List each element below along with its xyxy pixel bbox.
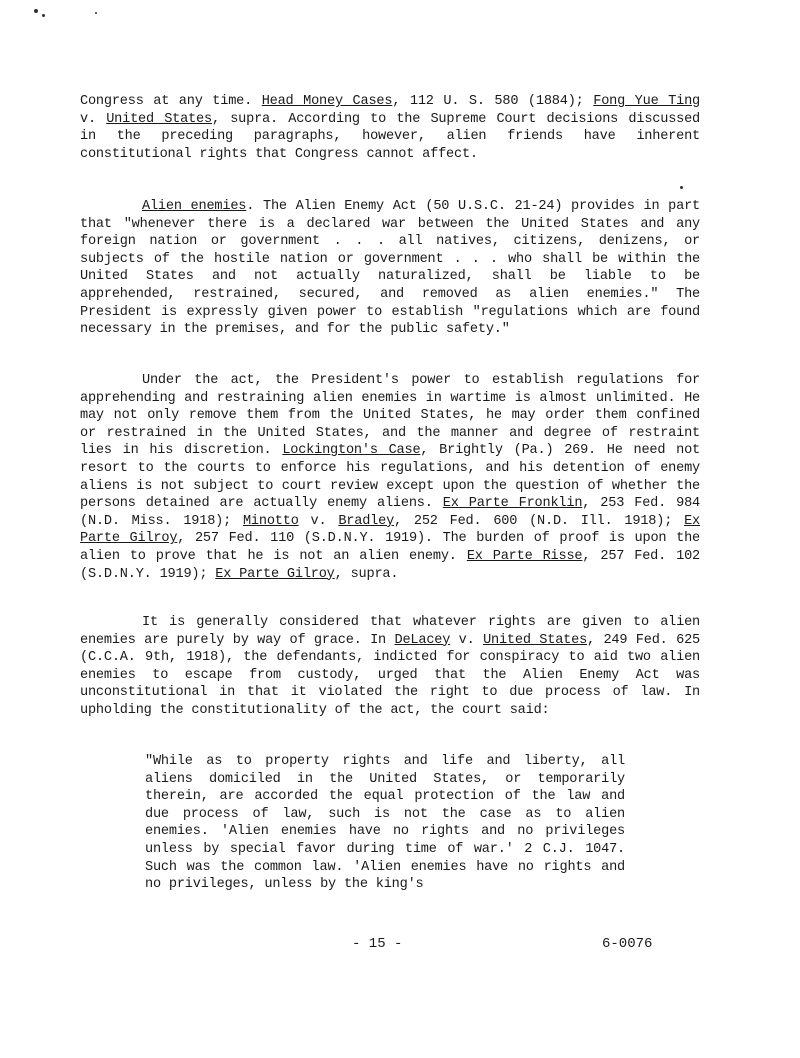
court-quotation: "While as to property rights and life and liberty, all aliens domiciled in the United States, or temporarily therein, are accorded the equal protection of the law and due process of law, such is not the case as to alien enemies. 'Alien enemies have no rights and no privileges unless by special favor during time of war.' 2 C.J. 1047. Such was the common law. 'Alien enemies have no rights and no privileges, unless by the king's xyxy=(145,754,625,893)
case-citation: Fong Yue Ting xyxy=(593,94,700,109)
text-segment: v. xyxy=(450,632,484,648)
scan-speck xyxy=(95,12,97,14)
text-segment: , supra. xyxy=(334,566,399,582)
paragraph-rights-by-grace xyxy=(80,614,700,720)
text-segment: Congress at any time. xyxy=(80,94,262,109)
paragraph-alien-enemies xyxy=(80,198,700,339)
page-number: - 15 - xyxy=(352,936,403,952)
text-segment: , Brightly (Pa.) 269. He need not resort to the courts to enforce his regulations, and his detention of enemy aliens is not subject to court review except upon the question of whether the persons detained are actually enemy aliens. xyxy=(80,443,700,512)
case-citation: Lockington's Case xyxy=(282,443,421,459)
text-segment: , 257 Fed. 110 (S.D.N.Y. 1919). The burden of proof is upon the alien to prove that he is not an alien enemy. xyxy=(80,531,700,564)
text-segment: It is generally considered that whatever rights are given to alien enemies are purely by way of grace. In xyxy=(80,615,700,648)
case-citation: Ex Parte Gilroy xyxy=(215,566,335,582)
case-citation: Minotto xyxy=(242,513,299,529)
text-segment: , supra. According to the Supreme Court decisions discussed in the preceding paragraphs, however, alien friends have inherent constitutional rights that Congress cannot affect. xyxy=(80,111,701,162)
text-segment: , 249 Fed. 625 (C.C.A. 9th, 1918), the defendants, indicted for conspiracy to aid two alien enemies to escape from custody, urged that the Alien Enemy Act was unconstitutional in that it violated the right to due process of law. In upholding the constitutionality of the act, the court said: xyxy=(80,632,700,718)
case-citation: Bradley xyxy=(338,513,395,529)
text-segment: , 112 U. S. 580 (1884); xyxy=(392,94,594,109)
text-segment: v. xyxy=(80,111,107,127)
case-citation: DeLacey xyxy=(394,632,451,648)
text-segment: , 257 Fed. 102 (S.D.N.Y. 1919); xyxy=(80,548,701,582)
case-citation: United States xyxy=(106,111,212,127)
case-citation: Ex Parte Fronklin xyxy=(442,496,583,512)
case-citation: Head Money Cases xyxy=(261,94,393,109)
text-segment: Under the act, the President's power to establish regulations for apprehending and restraining alien enemies in wartime is almost unlimited. He may not only remove them from the United States, he may order them confined or restrained in the United States, and the manner and degree of restraint lies in his discretion. xyxy=(80,373,700,459)
document-code: 6-0076 xyxy=(602,936,653,952)
case-citation: Ex Parte Risse xyxy=(466,548,583,564)
case-citation: United States xyxy=(483,632,588,648)
paragraph-presidents-power xyxy=(80,372,700,583)
scan-speck xyxy=(42,14,45,17)
paragraph-continuation xyxy=(80,93,700,163)
case-citation: Ex Parte Gilroy xyxy=(80,513,700,547)
scan-speck xyxy=(34,9,38,13)
text-segment: , 253 Fed. 984 (N.D. Miss. 1918); xyxy=(80,496,701,529)
text-segment: v. xyxy=(298,513,339,529)
text-segment: , 252 Fed. 600 (N.D. Ill. 1918); xyxy=(394,513,685,529)
case-citation: Alien enemies xyxy=(142,199,247,214)
text-segment: . The Alien Enemy Act (50 U.S.C. 21-24) provides in part that "whenever there is a declared war between the United States and any foreign nation or government . . . all natives, citizens, denizens, or subjects of the hostile nation or government . . . who shall be within the United States and not actually naturalized, shall be liable to be apprehended, restrained, secured, and removed as alien enemies." The President is expressly given power to establish "regulations which are found necessary in the premises, and for the public safety." xyxy=(80,199,701,338)
scan-speck xyxy=(680,186,683,189)
